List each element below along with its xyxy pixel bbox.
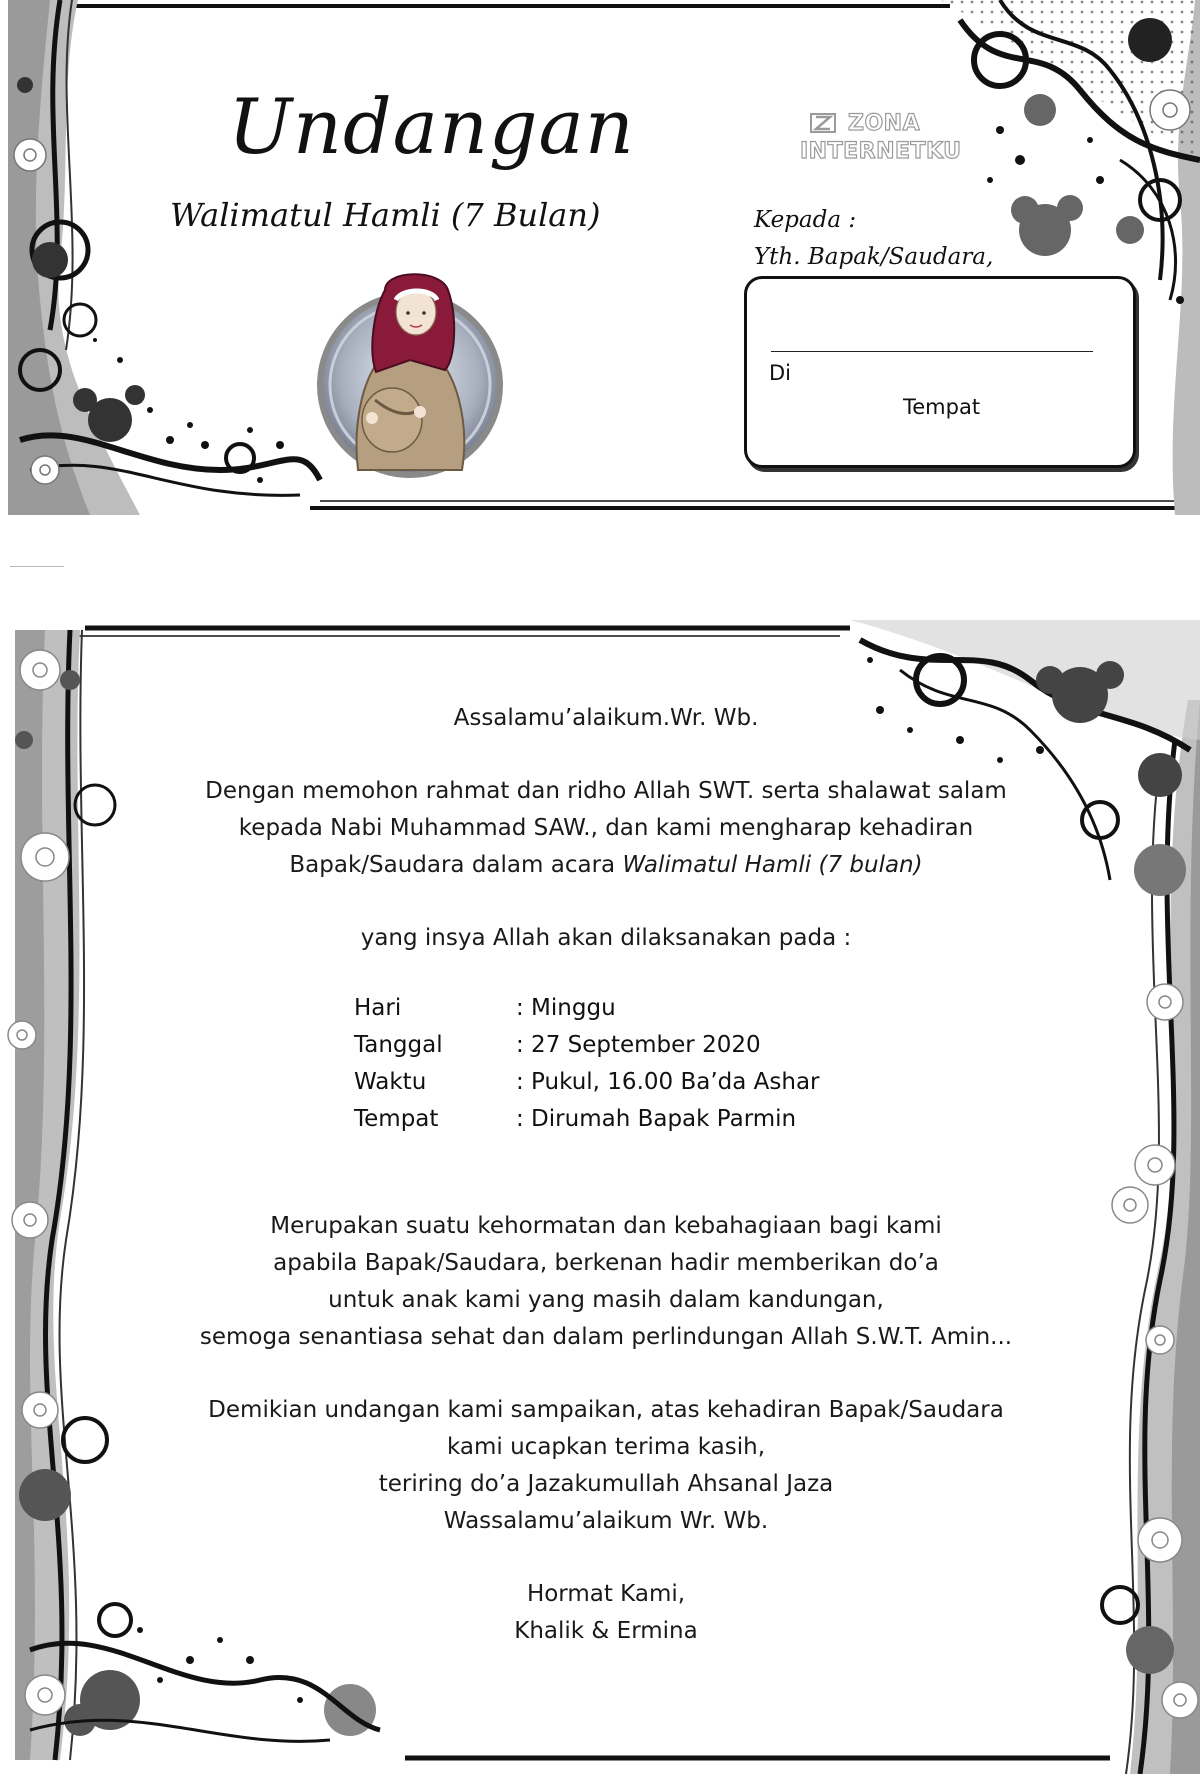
detail-row-waktu (354, 1064, 820, 1101)
logo-icon (810, 113, 836, 133)
detail-label: Waktu (354, 1069, 427, 1095)
closing-line: apabila Bapak/Saudara, berkenan hadir memberikan do’a (273, 1250, 939, 1276)
detail-value: : 27 September 2020 (516, 1032, 761, 1058)
closing-line: Merupakan suatu kehormatan dan kebahagiaan bagi kami (270, 1213, 942, 1239)
recipient-label: Kepada : (754, 207, 857, 233)
brand-logo (800, 110, 970, 174)
detail-value: : Dirumah Bapak Parmin (516, 1106, 797, 1132)
detail-row-tanggal (354, 1027, 820, 1064)
intro-line-1: Dengan memohon rahmat dan ridho Allah SWT. serta shalawat salam (205, 778, 1007, 804)
closing-line: kami ucapkan terima kasih, (446, 1434, 766, 1460)
pregnant-woman-illustration (320, 274, 500, 475)
invitation-title: Undangan (228, 82, 635, 171)
detail-value: : Minggu (516, 995, 616, 1021)
closing-line: Demikian undangan kami sampaikan, atas kehadiran Bapak/Saudara (208, 1397, 1004, 1423)
address-di-label: Di (769, 361, 792, 385)
letter-body (150, 700, 1062, 957)
detail-row-hari (354, 990, 820, 1027)
separator-mark (10, 566, 64, 567)
address-tempat-label: Tempat (903, 395, 981, 419)
address-box (744, 276, 1136, 468)
detail-label: Tempat (354, 1106, 439, 1132)
signers: Khalik & Ermina (514, 1618, 698, 1644)
invitation-subtitle: Walimatul Hamli (7 Bulan) (170, 196, 601, 234)
intro-line-3-prefix: Bapak/Saudara dalam acara (289, 852, 623, 878)
recipient-name-line (771, 351, 1093, 352)
detail-row-tempat (354, 1101, 820, 1138)
event-name: Walimatul Hamli (7 bulan) (622, 852, 923, 878)
detail-value: : Pukul, 16.00 Ba’da Ashar (516, 1069, 820, 1095)
letter-closing (150, 1208, 1062, 1650)
logo-line-1: ZONA (848, 111, 921, 136)
detail-label: Tanggal (354, 1032, 443, 1058)
closing-line: Wassalamu’alaikum Wr. Wb. (443, 1508, 769, 1534)
event-details (354, 990, 820, 1138)
schedule-intro: yang insya Allah akan dilaksanakan pada : (360, 925, 852, 951)
invitation-cover (0, 0, 1200, 515)
logo-line-2: INTERNETKU (800, 139, 962, 164)
greeting: Assalamu’alaikum.Wr. Wb. (453, 705, 759, 731)
closing-line: teriring do’a Jazakumullah Ahsanal Jaza (378, 1471, 834, 1497)
closing-line: semoga senantiasa sehat dan dalam perlindungan Allah S.W.T. Amin... (199, 1324, 1013, 1350)
recipient-salutation: Yth. Bapak/Saudara, (754, 244, 994, 270)
detail-label: Hari (354, 995, 402, 1021)
closing-line: untuk anak kami yang masih dalam kandungan, (328, 1287, 884, 1313)
intro-line-2: kepada Nabi Muhammad SAW., dan kami mengharap kehadiran (238, 815, 974, 841)
signoff: Hormat Kami, (526, 1581, 686, 1607)
intro-line-3 (150, 847, 1062, 884)
